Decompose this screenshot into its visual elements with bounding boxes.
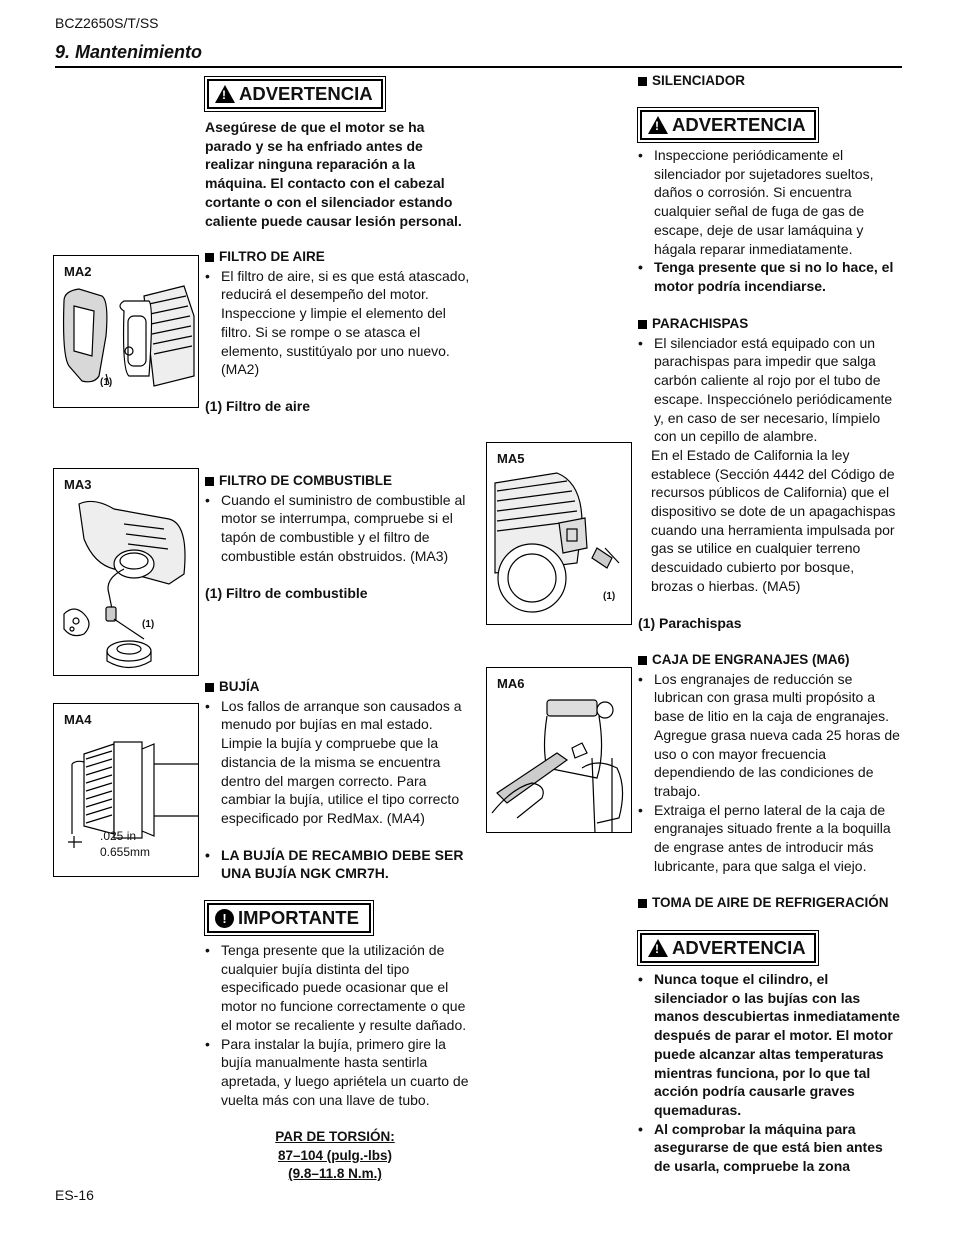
spark-arrester-paragraph: En el Estado de California la ley establece (Sección 4442 del Código de recursos públicos de California) que el dispositivo se dote de un apagachispas cuando una herramienta impulsada por gas se utilice en cualquier terreno descuidado cubierto por bosque, brozas o hierbas. (MA5): [651, 446, 896, 594]
warning-label: ADVERTENCIA: [239, 83, 373, 104]
figure-callout: (1): [100, 377, 113, 388]
warning-label: ADVERTENCIA: [672, 937, 806, 958]
figure-ma5: [486, 442, 632, 625]
warning-triangle-icon: [648, 939, 668, 957]
spark-arrester-heading: PARACHISPAS: [638, 315, 900, 334]
figure-label: MA6: [497, 676, 525, 691]
muffler-section: [638, 146, 900, 296]
important-label: IMPORTANTE: [238, 907, 359, 928]
figure-ma6: [486, 667, 632, 833]
figure-callout: (1): [142, 619, 155, 630]
fuel-filter-illustration: [54, 469, 200, 677]
cooling-bullet-2: • Al comprobar la máquina para asegurarse de que está bien antes de usarla, compruebe la zona: [638, 1120, 902, 1176]
fuel-filter-caption: (1) Filtro de combustible: [205, 584, 368, 601]
gearbox-section: [638, 651, 900, 875]
gearbox-heading: CAJA DE ENGRANAJES (MA6): [638, 651, 900, 670]
warning-box-2: [640, 110, 816, 140]
air-filter-bullet: • El filtro de aire, si es que está atascado, reducirá el desempeño del motor. Inspeccione y limpie el elemento del filtro. Si se rompe o se atasca el elemento, sustitúyalo por uno nuevo. (MA2): [205, 267, 470, 379]
cooling-section: [638, 970, 902, 1176]
square-bullet-icon: [205, 253, 214, 262]
air-filter-illustration: [54, 256, 200, 409]
gearbox-illustration: [487, 668, 633, 834]
torque-line-3: (9.8–11.8 N.m.): [288, 1166, 382, 1181]
muffler-bullet-2: • Tenga presente que si no lo hace, el motor podría incendiarse.: [638, 258, 900, 295]
muffler-heading: SILENCIADOR: [638, 72, 900, 91]
gearbox-bullet-1: • Los engranajes de reducción se lubrican con grasa multi propósito a base de litio en la caja de engranajes. Agregue grasa nueva cada 25 horas de uso o con mayor frecuencia dependiendo de las condiciones de trabajo.: [638, 670, 900, 801]
cooling-bullet-1: • Nunca toque el cilindro, el silenciador o las bujías con las manos descubiertas inmediatamente después de parar el motor. El motor puede alcanzar altas temperaturas mientras funciona, por lo que tal acción podría causarle graves quemaduras.: [638, 970, 902, 1120]
figure-ma3: [53, 468, 199, 676]
spark-plug-bullet-2: • LA BUJÍA DE RECAMBIO DEBE SER UNA BUJÍA NGK CMR7H.: [205, 846, 470, 883]
figure-label: MA5: [497, 451, 525, 466]
figure-callout: (1): [603, 591, 616, 602]
warning-triangle-icon: [215, 85, 235, 103]
fuel-filter-heading: FILTRO DE COMBUSTIBLE: [205, 472, 470, 491]
warning-label: ADVERTENCIA: [672, 114, 806, 135]
cooling-heading: TOMA DE AIRE DE REFRIGERACIÓN: [638, 894, 908, 913]
figure-ma2: [53, 255, 199, 408]
page-number: ES-16: [55, 1187, 94, 1203]
figure-ma4: [53, 703, 199, 877]
cooling-heading-wrap: [638, 894, 908, 913]
section-title: 9. Mantenimiento: [55, 42, 203, 62]
torque-line-2: 87–104 (pulg.-lbs): [277, 1147, 393, 1163]
figure-label: MA3: [64, 477, 92, 492]
air-filter-caption: (1) Filtro de aire: [205, 397, 311, 414]
fuel-filter-section: [205, 472, 470, 602]
air-filter-heading: FILTRO DE AIRE: [205, 248, 470, 267]
square-bullet-icon: [638, 899, 647, 908]
air-filter-section: [205, 248, 470, 416]
header-rule: [55, 66, 902, 68]
figure-label: MA4: [64, 712, 92, 727]
spark-plug-heading: BUJÍA: [205, 678, 470, 697]
gearbox-bullet-2: • Extraiga el perno lateral de la caja de engranajes situado frente a la boquilla de engrase antes de introducir más lubricante, para que salga el viejo.: [638, 801, 900, 876]
warning-box-1: [207, 79, 383, 109]
important-bullet-1: • Tenga presente que la utilización de cualquier bujía distinta del tipo especificado puede ocasionar que el motor no funcione correctamente o que el motor se recaliente y resulte dañado.: [205, 941, 470, 1035]
muffler-bullet-1: • Inspeccione periódicamente el silenciador por sujetadores sueltos, daños o corrosión. Si encuentra cualquier señal de fuga de gas de escape, deje de usar lamáquina y hágala reparar inmediatamente.: [638, 146, 900, 258]
square-bullet-icon: [638, 656, 647, 665]
warning-text-1: Asegúrese de que el motor se ha parado y se ha enfriado antes de realizar ninguna reparación a la máquina. El contacto con el cabezal cortante o con el silenciador estando caliente puede causar lesión personal.: [205, 119, 462, 229]
important-section: [205, 941, 470, 1109]
figure-label: MA2: [64, 264, 92, 279]
square-bullet-icon: [638, 320, 647, 329]
warning-box-3: [640, 933, 816, 963]
muffler-heading-wrap: [638, 72, 900, 91]
gap-millimeters: 0.655mm: [100, 845, 151, 859]
square-bullet-icon: [205, 477, 214, 486]
gap-inches: .025 in: [100, 829, 137, 843]
fuel-filter-bullet: • Cuando el suministro de combustible al motor se interrumpa, compruebe si el tapón de combustible y el filtro de combustible están obstruidos. (MA3): [205, 491, 470, 566]
torque-spec: [230, 1128, 440, 1184]
square-bullet-icon: [205, 683, 214, 692]
spark-arrester-section: [638, 315, 900, 632]
model-number: BCZ2650S/T/SS: [55, 15, 159, 31]
important-bullet-2: • Para instalar la bujía, primero gire la bujía manualmente hasta sentirla apretada, y luego apriétela un cuarto de vuelta más con una llave de tubo.: [205, 1035, 470, 1110]
spark-arrester-bullet: • El silenciador está equipado con un parachispas para impedir que salga carbón caliente al rojo por el tubo de escape. Inspecciónelo periódicamente y, en caso de ser necesario, límpielo con un cepillo de alambre.: [638, 334, 900, 446]
spark-plug-section: [205, 678, 470, 883]
important-box: [207, 903, 371, 933]
square-bullet-icon: [638, 77, 647, 86]
torque-line-1: PAR DE TORSIÓN:: [275, 1129, 395, 1144]
spark-plug-bullet-1: • Los fallos de arranque son causados a menudo por bujías en mal estado. Limpie la bujía y compruebe que la distancia de la misma se encuentra dentro del margen correcto. Para cambiar la bujía, utilice el tipo correcto especificado por RedMax. (MA4): [205, 697, 470, 828]
warning-triangle-icon: [648, 116, 668, 134]
exclamation-icon: !: [215, 909, 234, 928]
spark-arrester-caption: (1) Parachispas: [638, 614, 742, 631]
